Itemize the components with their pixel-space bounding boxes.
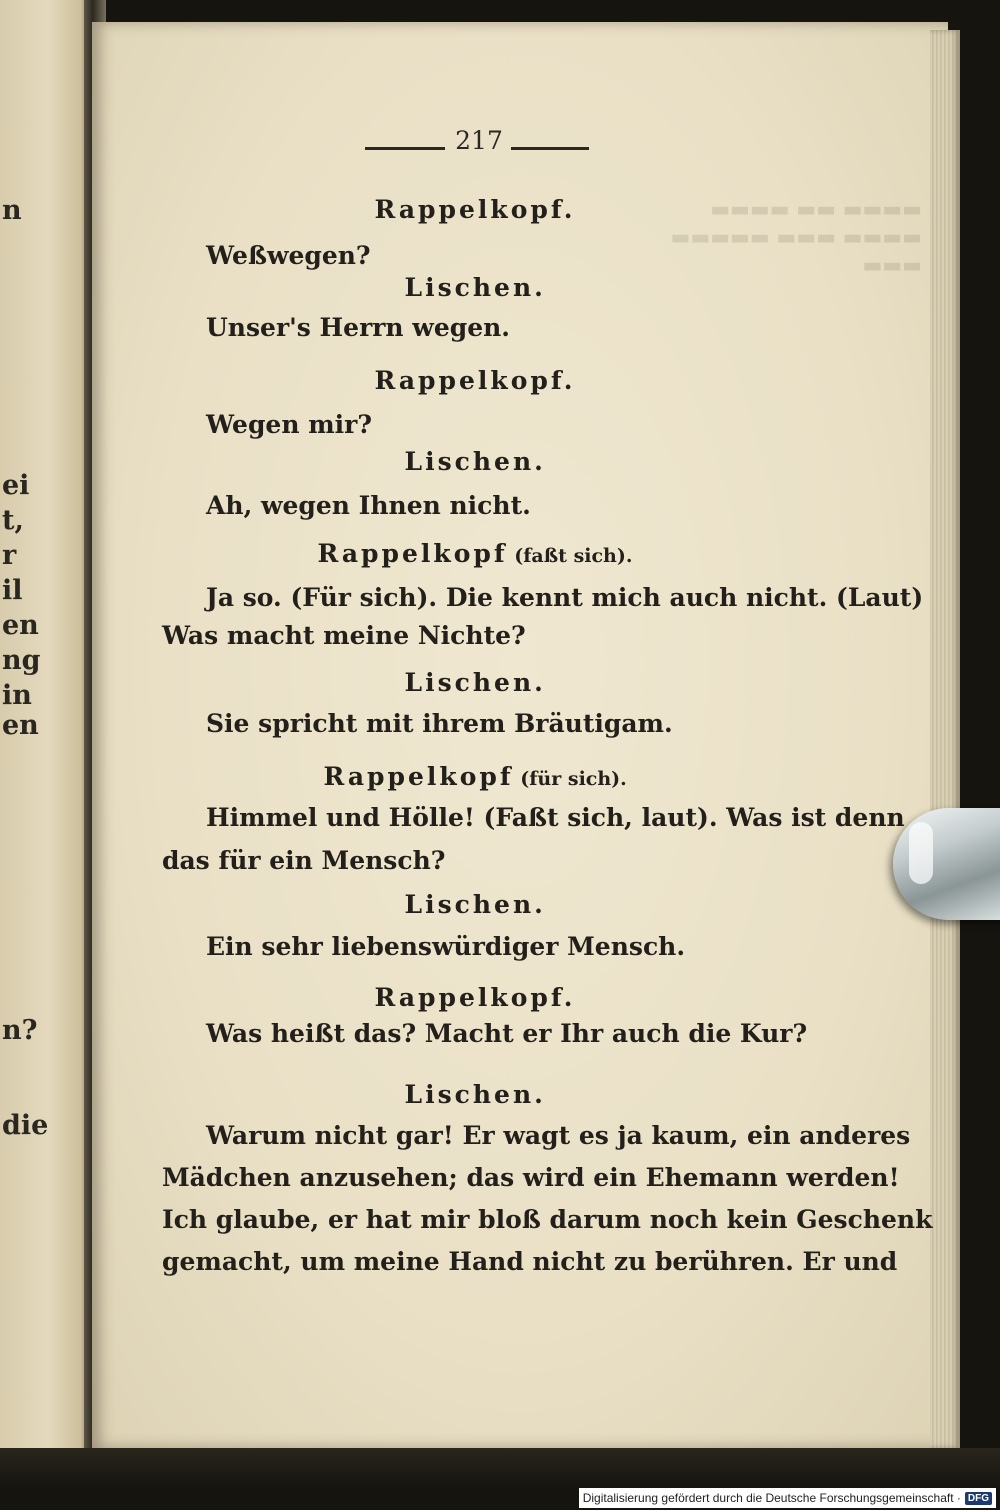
dialogue-line: Ja so. (Für sich). Die kennt mich auch nicht. (Laut) bbox=[206, 583, 924, 612]
dfg-logo-icon: DFG bbox=[965, 1492, 992, 1505]
speaker-label: Lischen. bbox=[404, 668, 546, 697]
footer-credit bbox=[579, 1488, 996, 1508]
previous-page-fragment: t, bbox=[2, 505, 24, 536]
speaker-name bbox=[318, 539, 633, 568]
dialogue-line: Was macht meine Nichte? bbox=[162, 621, 526, 650]
previous-page-fragment: en bbox=[2, 710, 39, 741]
previous-page-fragment: in bbox=[2, 680, 32, 711]
speaker-name bbox=[405, 890, 546, 919]
dialogue-line: Wegen mir? bbox=[206, 410, 372, 439]
page-clip bbox=[893, 808, 1000, 920]
speaker-label: Rappelkopf. bbox=[374, 983, 576, 1012]
dialogue-line: Sie spricht mit ihrem Bräutigam. bbox=[206, 709, 673, 738]
dialogue-line: Ein sehr liebenswürdiger Mensch. bbox=[206, 932, 686, 961]
speaker-label: Lischen. bbox=[404, 273, 546, 302]
stage-direction: (für sich). bbox=[513, 768, 627, 790]
speaker-label: Rappelkopf. bbox=[374, 366, 576, 395]
dialogue-line: Was heißt das? Macht er Ihr auch die Kur? bbox=[206, 1019, 808, 1048]
speaker-label: Lischen. bbox=[404, 447, 546, 476]
speaker-label: Lischen. bbox=[404, 890, 546, 919]
previous-page-fragment: en bbox=[2, 610, 39, 641]
speaker-name bbox=[405, 668, 546, 697]
previous-page-fragment: die bbox=[2, 1110, 49, 1141]
previous-page-fragment: ng bbox=[2, 645, 41, 676]
page-number: 217 bbox=[455, 126, 503, 155]
dialogue-line: Mädchen anzusehen; das wird ein Ehemann werden! bbox=[162, 1163, 900, 1192]
speaker-label: Lischen. bbox=[404, 1080, 546, 1109]
previous-page-fragment: ei bbox=[2, 470, 30, 501]
dialogue-line: Himmel und Hölle! (Faßt sich, laut). Was ist denn bbox=[206, 803, 905, 832]
speaker-name bbox=[405, 1080, 546, 1109]
dialogue-line: Unser's Herrn wegen. bbox=[206, 313, 511, 342]
dialogue-line: gemacht, um meine Hand nicht zu berühren. Er und bbox=[162, 1247, 898, 1276]
funding-credit: Digitalisierung gefördert durch die Deutsche Forschungsgemeinschaft · bbox=[582, 1491, 961, 1505]
speaker-label: Rappelkopf bbox=[323, 762, 514, 791]
previous-page-fragment: il bbox=[2, 575, 23, 606]
speaker-name bbox=[324, 762, 627, 791]
previous-page-fragment: n bbox=[2, 195, 22, 226]
dialogue-line: Weßwegen? bbox=[206, 241, 371, 270]
speaker-name bbox=[375, 195, 576, 224]
speaker-name bbox=[405, 447, 546, 476]
previous-page-fragment: n? bbox=[2, 1015, 38, 1046]
dialogue-line: Ich glaube, er hat mir bloß darum noch kein Geschenk bbox=[162, 1205, 933, 1234]
dialogue-line: Ah, wegen Ihnen nicht. bbox=[206, 491, 531, 520]
speaker-name bbox=[375, 366, 576, 395]
stage-direction: (faßt sich). bbox=[507, 545, 633, 567]
bottom-shadow bbox=[0, 1448, 1000, 1488]
speaker-name bbox=[375, 983, 576, 1012]
previous-page-fragment: r bbox=[2, 540, 17, 571]
speaker-label: Rappelkopf bbox=[317, 539, 508, 568]
bleed-through-text: ▬▬▬▬ ▬▬ ▬▬▬▬ ▬▬▬▬ ▬▬▬ ▬▬▬▬▬ ▬▬▬ bbox=[670, 197, 922, 277]
dialogue-line: Warum nicht gar! Er wagt es ja kaum, ein anderes bbox=[206, 1121, 911, 1150]
dialogue-line: das für ein Mensch? bbox=[162, 846, 446, 875]
speaker-name bbox=[405, 273, 546, 302]
speaker-label: Rappelkopf. bbox=[374, 195, 576, 224]
